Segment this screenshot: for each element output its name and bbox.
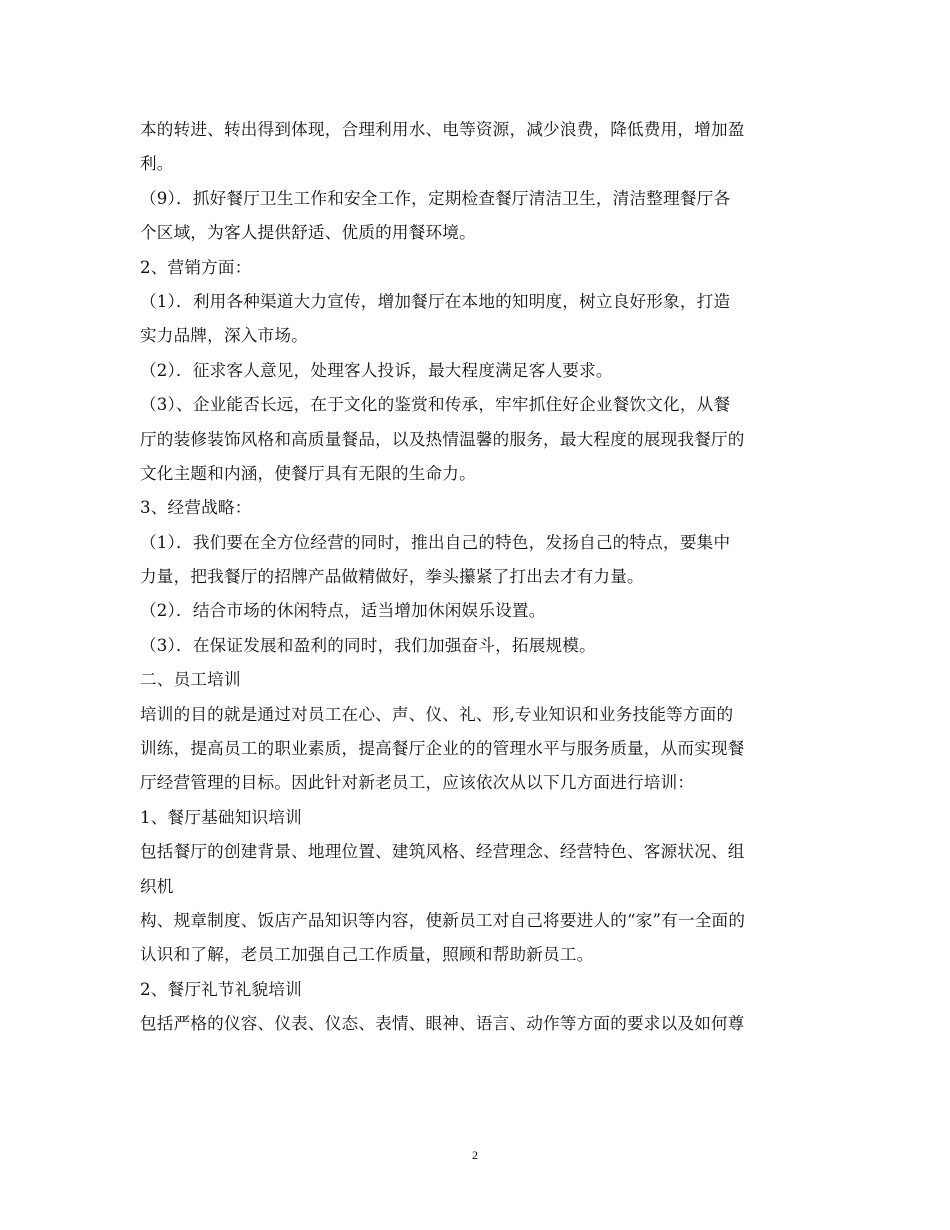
text-line: 力量，把我餐厅的招牌产品做精做好，拳头攥紧了打出去才有力量。 [140,567,644,587]
text-line: （2）．征求客人意见，处理客人投诉，最大程度满足客人要求。 [140,360,613,380]
text-line: （1）．我们要在全方位经营的同时，推出自己的特色，发扬自己的特点，要集中 [140,532,731,552]
text-line: 训练，提高员工的职业素质，提高餐厅企业的的管理水平与服务质量，从而实现餐 [140,739,745,759]
text-line: 文化主题和内涵，使餐厅具有无限的生命力。 [140,463,476,483]
text-line: 本的转进、转出得到体现，合理利用水、电等资源，减少浪费，降低费用，增加盈 [140,120,745,139]
text-line: 包括餐厅的创建背景、地理位置、建筑风格、经营理念、经营特色、客源状况、组 [140,842,745,862]
text-line: 个区域，为客人提供舒适、优质的用餐环境。 [140,223,476,243]
section-heading: 2、餐厅礼节礼貌培训 [140,979,302,999]
text-line: 实力品牌，深入市场。 [140,326,308,346]
text-line: （3）、企业能否长远，在于文化的鉴赏和传承，牢牢抓住好企业餐饮文化，从餐 [140,395,731,415]
section-heading: 3、经营战略： [140,498,252,518]
text-line: （1）．利用各种渠道大力宣传，增加餐厅在本地的知明度，树立良好形象，打造 [140,291,731,311]
section-heading: 2、营销方面： [140,257,252,277]
text-line: 厅经营管理的目标。因此针对新老员工，应该依次从以下几方面进行培训： [140,773,695,793]
text-line: 厅的装修装饰风格和高质量餐品，以及热情温馨的服务，最大程度的展现我餐厅的 [140,429,745,449]
text-line: 培训的目的就是通过对员工在心、声、仪、礼、形,专业知识和业务技能等方面的 [140,704,734,724]
section-heading: 二、员工培训 [140,670,241,690]
text-line: （9）．抓好餐厅卫生工作和安全工作，定期检查餐厅清洁卫生，清洁整理餐厅各 [140,188,731,208]
text-line: 包括严格的仪容、仪表、仪态、表情、眼神、语言、动作等方面的要求以及如何尊 [140,1014,745,1034]
text-line: 利。 [140,154,174,174]
page-number: 2 [472,1148,478,1162]
text-line: （2）．结合市场的休闲特点，适当增加休闲娱乐设置。 [140,601,546,621]
section-heading: 1、餐厅基础知识培训 [140,807,302,827]
text-line: （3）．在保证发展和盈利的同时，我们加强奋斗，拓展规模。 [140,635,596,655]
text-line: 织机 [140,876,174,896]
text-line: 认识和了解，老员工加强自己工作质量，照顾和帮助新员工。 [140,945,594,965]
document-body [140,113,820,1042]
text-line: 构、规章制度、饭店产品知识等内容，使新员工对自己将要进人的“家”有一全面的 [140,910,746,930]
